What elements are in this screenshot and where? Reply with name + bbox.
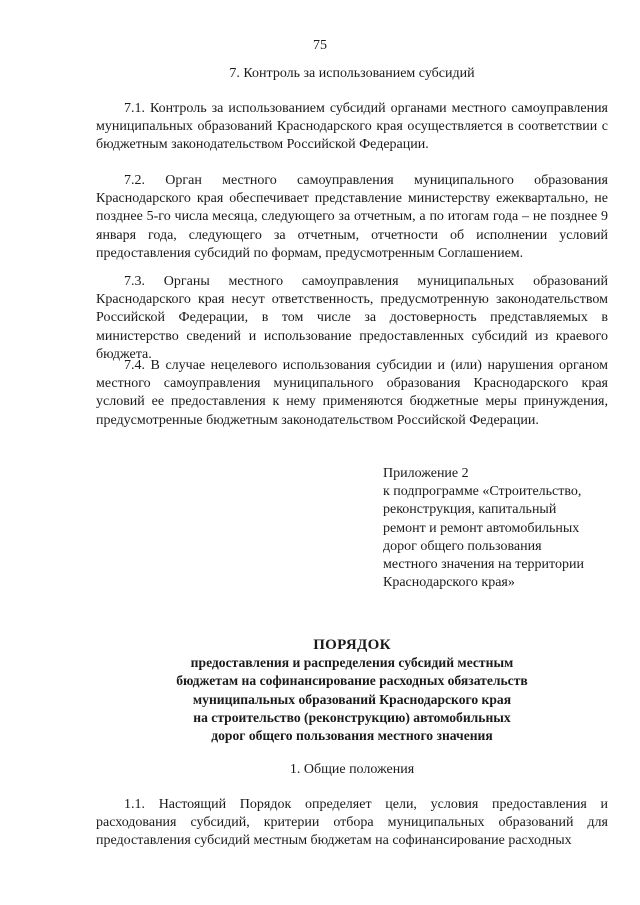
- appendix-line: к подпрограмме «Строительство,: [383, 484, 582, 500]
- page-number: 75: [313, 38, 327, 53]
- order-title: ПОРЯДОК: [313, 637, 391, 653]
- order-subtitle-line: муниципальных образований Краснодарского края: [192, 691, 512, 707]
- section-7-heading: 7. Контроль за использованием субсидий: [229, 66, 475, 81]
- appendix-line: Приложение 2: [383, 466, 469, 481]
- appendix-line: местного значения на территории: [383, 557, 584, 573]
- paragraph-7-2: 7.2. Орган местного самоуправления муниципального образования Краснодарского края обеспечивает представление министерству ежеквартально, не позднее 5-го числа месяца, следующего за отчетным, а по итогам года – не позднее 9 января года, следующего за отчетным, отчетности об исполнении условий предоставления субсидий по формам, предусмотренным Соглашением.: [96, 173, 608, 261]
- paragraph-7-4: 7.4. В случае нецелевого использования субсидии и (или) нарушения органом местного самоуправления муниципального образования Краснодарского края условий ее предоставления к нему применяются бюджетные меры принуждения, предусмотренные бюджетным законодательством Российской Федерации.: [96, 358, 608, 428]
- paragraph-7-3: 7.3. Органы местного самоуправления муниципальных образований Краснодарского края несут ответственность, предусмотренную законодательством Российской Федерации, в том числе за достоверность представляемых в министерство сведений и использование предоставленных субсидий из краевого бюджета.: [96, 274, 608, 362]
- appendix-line: ремонт и ремонт автомобильных: [383, 520, 580, 536]
- order-subtitle-line: дорог общего пользования местного значения: [211, 728, 493, 744]
- appendix-line: Краснодарского края»: [383, 575, 515, 591]
- appendix-line: реконструкция, капитальный: [383, 502, 557, 518]
- paragraph-7-1: 7.1. Контроль за использованием субсидий органами местного самоуправления муниципальных образований Краснодарского края осуществляется в соответствии с бюджетным законодательством Российской Федерации.: [96, 101, 608, 153]
- paragraph-1-1: 1.1. Настоящий Порядок определяет цели, условия предоставления и расходования субсидий, критерии отбора муниципальных образований для предоставления субсидий местным бюджетам на софинансирование расходных: [96, 797, 608, 849]
- order-title-block: [96, 636, 608, 745]
- order-subtitle-line: предоставления и распределения субсидий местным: [190, 655, 514, 671]
- section-1-heading: 1. Общие положения: [289, 762, 415, 777]
- appendix-line: дорог общего пользования: [383, 538, 542, 554]
- order-subtitle-line: бюджетам на софинансирование расходных обязательств: [176, 673, 528, 689]
- appendix-note: [383, 465, 613, 592]
- order-subtitle-line: на строительство (реконструкцию) автомобильных: [193, 709, 511, 725]
